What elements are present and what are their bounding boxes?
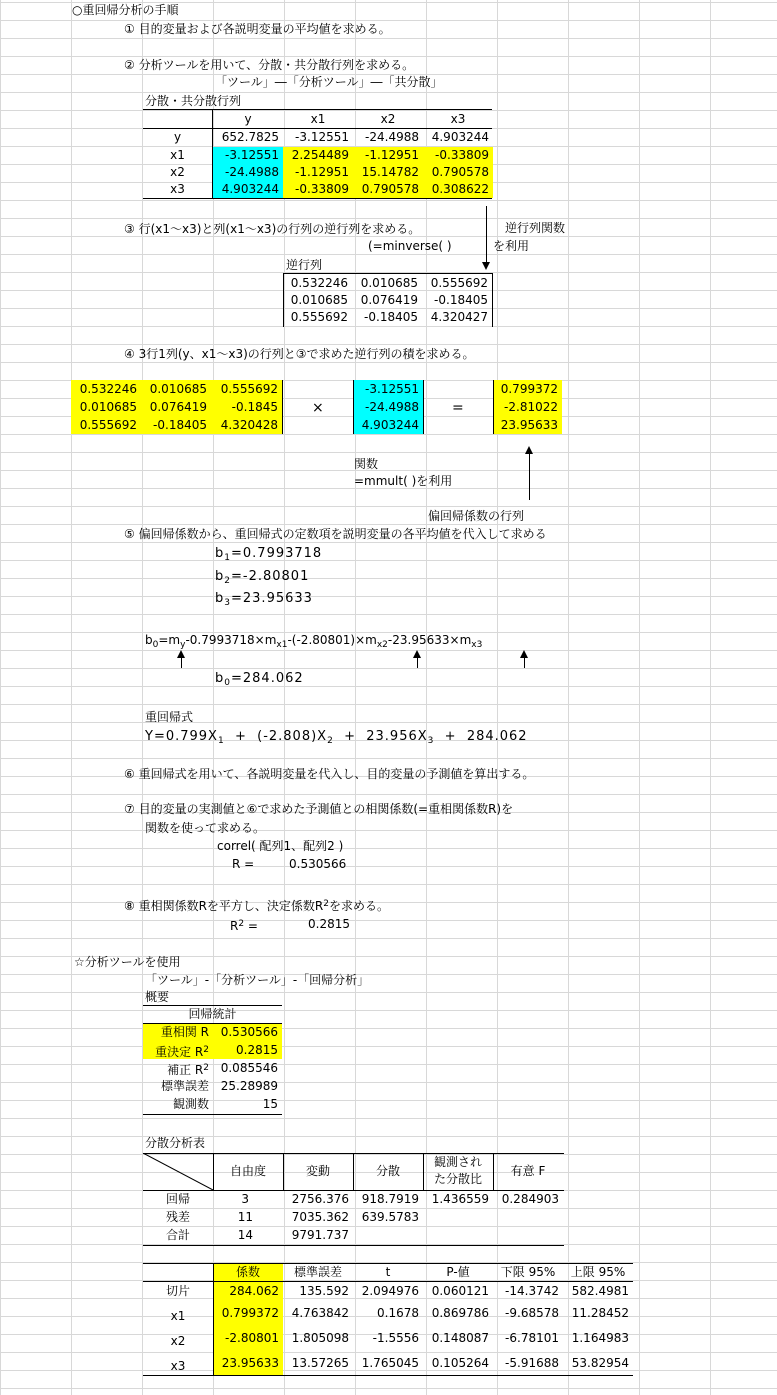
cov-cell: 4.903244 [431, 130, 489, 144]
inverse-title: 逆行列 [286, 258, 323, 272]
b3-value: =23.95633 [231, 591, 313, 606]
inverse-func-note2: を利用 [493, 239, 530, 253]
coef-header: P-値 [446, 1265, 470, 1279]
b0-eq-part: -0.7993718×m [185, 633, 277, 647]
stat-value: 0.530566 [220, 1025, 278, 1039]
inverse-func-note: 逆行列関数 [505, 221, 566, 235]
anova-cell: 2756.376 [291, 1192, 349, 1206]
coef-cell: 0.105264 [431, 1356, 489, 1370]
arrow-up-icon [525, 446, 533, 454]
times-sign: × [312, 400, 324, 416]
anova-cell: 7035.362 [291, 1210, 349, 1224]
cov-cell: -1.12951 [353, 147, 423, 164]
coef-row-label: x3 [170, 1359, 186, 1373]
anova-cell: 639.5783 [361, 1210, 419, 1224]
res-cell: -2.81022 [504, 400, 558, 414]
res-cell: 0.799372 [500, 382, 558, 396]
cov-header: x2 [380, 112, 396, 126]
mmult-note: =mmult( )を利用 [354, 474, 453, 488]
anova-header: 有意 F [510, 1164, 546, 1178]
coef-cell: 13.57265 [291, 1356, 349, 1370]
step4-text: ④ 3行1列(y、x1〜x3)の行列と③で求めた逆行列の積を求める。 [124, 347, 475, 361]
stat-value: 15 [262, 1097, 278, 1111]
cov-cell: -24.4988 [213, 164, 283, 181]
regression-formula: $Y=0.799X_1 + (-2.808)X_2 + 23.956X_3 + 284.062$ [145, 729, 528, 746]
anova-header: 観測され [433, 1155, 482, 1169]
formula-part: + (-2.808)X [224, 729, 328, 744]
b2-line: $b_2=-2.80801$ [215, 569, 310, 586]
vec-cell: 4.903244 [361, 418, 419, 432]
b0-eq-part: =m [158, 633, 181, 647]
anova-cell: 3 [241, 1192, 249, 1206]
cov-matrix-title: 分散・共分散行列 [145, 94, 242, 108]
anova-title: 分散分析表 [145, 1136, 206, 1150]
step2-menu: 「ツール」―「分析ツール」―「共分散」 [215, 75, 443, 89]
step8-text-a: ⑧ 重相関係数Rを平方し、決定係数R [124, 899, 324, 913]
cov-cell: 4.903244 [213, 181, 283, 198]
cov-cell: -3.12551 [213, 147, 283, 164]
step5-text: ⑤ 偏回帰係数から、重回帰式の定数項を説明変量の各平均値を代入して求める [124, 527, 547, 541]
tool-menu: 「ツール」-「分析ツール」-「回帰分析」 [145, 973, 370, 987]
lm-cell: 0.010685 [149, 382, 207, 396]
step6-text: ⑥ 重回帰式を用いて、各説明変量を代入し、目的変量の予測値を算出する。 [124, 767, 535, 781]
anova-cell: 1.436559 [431, 1192, 489, 1206]
coef-cell: 284.062 [229, 1284, 279, 1298]
coef-header: 標準誤差 [293, 1265, 342, 1279]
anova-header: 変動 [305, 1164, 330, 1178]
coef-cell: -14.3742 [505, 1284, 559, 1298]
stat-value: 0.085546 [220, 1061, 278, 1075]
inv-cell: 4.320427 [430, 310, 488, 324]
cov-cell: 0.790578 [353, 181, 423, 198]
coef-cell: 135.592 [299, 1284, 349, 1298]
stat-label: 観測数 [172, 1097, 209, 1111]
tool-title: ☆分析ツールを使用 [74, 955, 181, 969]
coef-header: 係数 [235, 1265, 260, 1279]
stat-label: 補正 $R^2$ [167, 1063, 209, 1077]
lm-cell: 0.010685 [79, 400, 137, 414]
anova-cell: 14 [237, 1228, 253, 1242]
step8-text-b: を求める。 [328, 899, 389, 913]
b0-value: =284.062 [231, 671, 304, 686]
coef-cell: 23.95633 [221, 1356, 279, 1370]
anova-row-label: 残差 [165, 1210, 190, 1224]
formula-part: Y=0.799X [145, 729, 218, 744]
lm-cell: 4.320428 [220, 418, 278, 432]
page-title: ○重回帰分析の手順 [72, 3, 179, 17]
coef-row-label: x1 [170, 1309, 186, 1323]
step3-text: ③ 行(x1〜x3)と列(x1〜x3)の行列の逆行列を求める。 [124, 222, 421, 236]
b0-eq-part: -(-2.80801)×m [287, 633, 377, 647]
coef-cell: -2.80801 [225, 1331, 279, 1345]
arrow-line [181, 656, 182, 668]
step7-text1: ⑦ 目的変量の実測値と⑥で求めた予測値との相関係数(=重相関係数R)を [124, 802, 514, 816]
cov-cell: 15.14782 [353, 164, 423, 181]
coef-matrix-label: 偏回帰係数の行列 [428, 509, 525, 523]
correl-func: correl( 配列1、配列2 ) [217, 839, 344, 853]
cov-row-label: x1 [170, 148, 185, 162]
coef-cell: 1.765045 [361, 1356, 419, 1370]
b0-eq-part: -23.95633×m [387, 633, 472, 647]
anova-header: 分散 [375, 1164, 400, 1178]
step7-text2: 関数を使って求める。 [145, 821, 266, 835]
b1-line: $b_1=0.7993718$ [215, 546, 323, 563]
lm-cell: -0.1845 [231, 400, 278, 414]
anova-cell: 9791.737 [291, 1228, 349, 1242]
cov-header: x3 [450, 112, 466, 126]
cov-row-label: x3 [170, 182, 185, 196]
b3-line: $b_3=23.95633$ [215, 591, 313, 608]
b0-line: $b_0=284.062$ [215, 671, 304, 688]
coef-cell: 2.094976 [361, 1284, 419, 1298]
r2-label-suffix: = [244, 919, 258, 933]
anova-cell: 918.7919 [361, 1192, 419, 1206]
inv-cell: 0.010685 [360, 276, 418, 290]
inv-cell: 0.076419 [360, 293, 418, 307]
coef-cell: 11.28452 [571, 1306, 629, 1320]
coef-cell: 582.4981 [571, 1284, 629, 1298]
r2-value: 0.2815 [308, 917, 350, 931]
coef-header: t [385, 1265, 391, 1279]
formula-part: + 284.062 [434, 729, 528, 744]
stat-label: 重決定 $R^2$ [155, 1045, 209, 1059]
anova-cell: 0.284903 [501, 1192, 559, 1206]
coef-cell: 0.148087 [431, 1331, 489, 1345]
arrow-line [486, 206, 487, 264]
summary-label: 概要 [145, 990, 170, 1004]
coef-cell: 0.060121 [431, 1284, 489, 1298]
inv-cell: 0.532246 [290, 276, 348, 290]
cov-cell: -24.4988 [365, 130, 419, 144]
lm-cell: -0.18405 [153, 418, 207, 432]
lm-cell: 0.076419 [149, 400, 207, 414]
anova-row-label: 回帰 [165, 1192, 190, 1206]
coef-row-label: x2 [170, 1334, 186, 1348]
b1-value: =0.7993718 [231, 546, 323, 561]
stat-label-text: 重決定 R [155, 1045, 204, 1059]
inv-cell: -0.18405 [364, 310, 418, 324]
coef-cell: 4.763842 [291, 1306, 349, 1320]
arrow-line [529, 452, 530, 500]
equals-sign: = [452, 400, 464, 416]
arrow-down-icon [482, 262, 490, 270]
formula-part: + 23.956X [333, 729, 428, 744]
stat-value: 25.28989 [220, 1079, 278, 1093]
b0-equation: $b_0=m_y-0.7993718\times m_{x1}-(-2.80801)\times m_{x2}-23.95633\times m_{x3}$ [145, 633, 483, 650]
coef-row-label: 切片 [165, 1284, 190, 1298]
reg-stats-header: 回帰統計 [188, 1007, 237, 1021]
r2-label: $R^2$ = [230, 919, 258, 933]
coef-cell: 1.164983 [571, 1331, 629, 1345]
coef-cell: 0.1678 [377, 1306, 419, 1320]
arrow-line [524, 656, 525, 668]
coef-cell: 53.82954 [571, 1356, 629, 1370]
cov-cell: -0.33809 [283, 181, 353, 198]
vec-cell: -24.4988 [365, 400, 419, 414]
cov-cell: 0.308622 [423, 181, 493, 198]
coef-cell: 1.805098 [291, 1331, 349, 1345]
r2-label-text: R [230, 919, 239, 933]
stat-label: 重相関 R [160, 1025, 209, 1039]
inv-cell: -0.18405 [434, 293, 488, 307]
step8-text: ⑧ 重相関係数Rを平方し、決定係数$R^2$を求める。 [124, 899, 389, 913]
stat-label: 標準誤差 [160, 1079, 209, 1093]
cov-cell: -0.33809 [423, 147, 493, 164]
b2-value: =-2.80801 [231, 569, 310, 584]
coef-cell: -5.91688 [505, 1356, 559, 1370]
inv-cell: 0.555692 [430, 276, 488, 290]
lm-cell: 0.555692 [220, 382, 278, 396]
cov-cell: 2.254489 [283, 147, 353, 164]
anova-cell: 11 [237, 1210, 253, 1224]
step1-text: ① 目的変量および各説明変量の平均値を求める。 [124, 22, 391, 36]
lm-cell: 0.555692 [79, 418, 137, 432]
func-label: 関数 [354, 457, 379, 471]
cov-cell: 0.790578 [423, 164, 493, 181]
cov-cell: -1.12951 [283, 164, 353, 181]
minverse-formula: (=minverse( ) [368, 239, 452, 253]
cov-cell: 652.7825 [221, 130, 279, 144]
coef-cell: -1.5556 [372, 1331, 419, 1345]
arrow-line [417, 656, 418, 668]
formula-label: 重回帰式 [145, 710, 194, 724]
step2-text: ② 分析ツールを用いて、分散・共分散行列を求める。 [124, 58, 415, 72]
vec-cell: -3.12551 [365, 382, 419, 396]
coef-cell: 0.799372 [221, 1306, 279, 1320]
anova-row-label: 合計 [165, 1228, 190, 1242]
coef-header: 下限 95% [500, 1265, 556, 1279]
diagonal-header [143, 1153, 213, 1190]
anova-header: た分散比 [433, 1172, 482, 1186]
r-label: R = [232, 857, 255, 871]
stat-label-text: 補正 R [167, 1063, 204, 1077]
lm-cell: 0.532246 [79, 382, 137, 396]
coef-header: 上限 95% [570, 1265, 626, 1279]
inv-cell: 0.010685 [290, 293, 348, 307]
stat-value: 0.2815 [236, 1043, 278, 1057]
coef-cell: -9.68578 [505, 1306, 559, 1320]
coef-cell: -6.78101 [505, 1331, 559, 1345]
coef-cell: 0.869786 [431, 1306, 489, 1320]
r-value: 0.530566 [289, 857, 347, 871]
anova-header: 自由度 [229, 1164, 266, 1178]
inv-cell: 0.555692 [290, 310, 348, 324]
res-cell: 23.95633 [500, 418, 558, 432]
cov-row-label: y [173, 130, 182, 144]
cov-header: y [244, 112, 252, 126]
cov-row-label: x2 [170, 165, 185, 179]
cov-cell: -3.12551 [295, 130, 349, 144]
cov-header: x1 [310, 112, 326, 126]
